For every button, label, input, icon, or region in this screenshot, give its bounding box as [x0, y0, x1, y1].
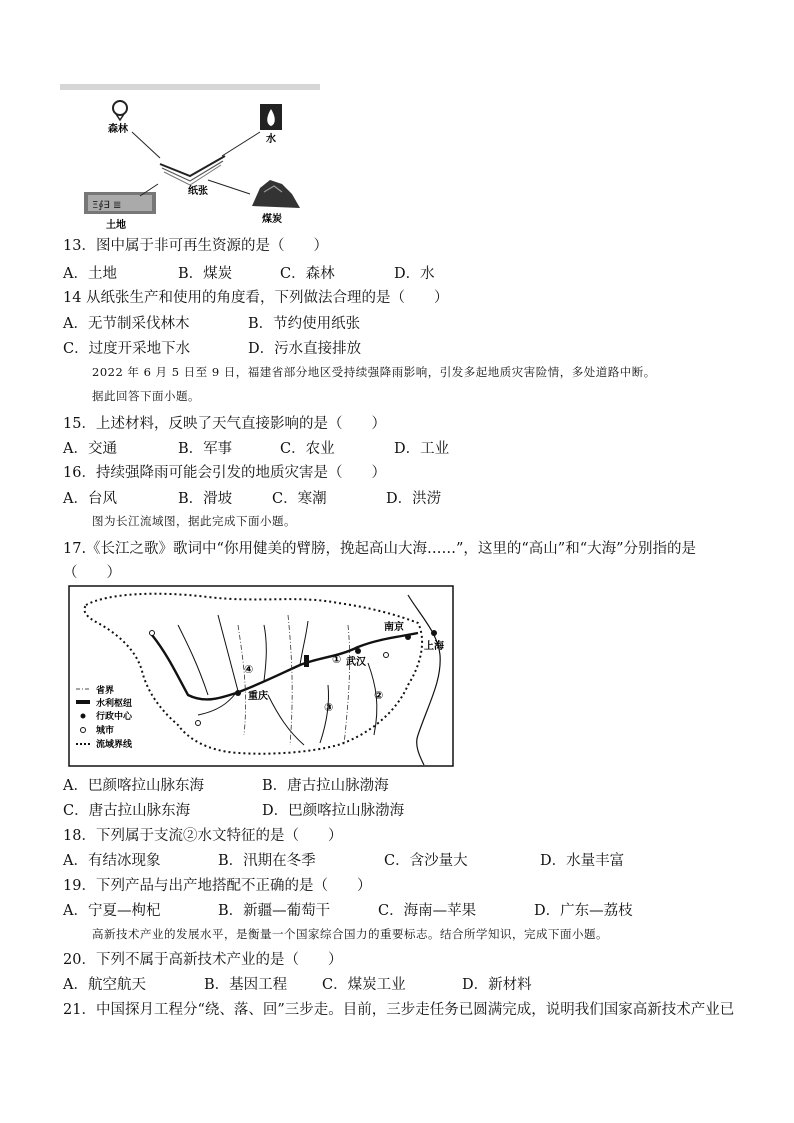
water-icon	[260, 104, 282, 130]
city-ring-west	[150, 631, 155, 636]
question-13: 13．图中属于非可再生资源的是（ ）	[63, 238, 328, 254]
label-forest: 森林	[108, 124, 128, 135]
question-17: 17.《长江之歌》歌词中“你用健美的臂膀，挽起高山大海……”，这里的“高山”和“大海”分别指的是	[63, 541, 697, 557]
q20-option-c[interactable]: C．煤炭工业	[322, 977, 406, 993]
marker-1: ①	[332, 653, 342, 666]
q15-option-b[interactable]: B．军事	[178, 441, 233, 457]
q15-option-a[interactable]: A．交通	[63, 441, 117, 457]
q19-option-a[interactable]: A．宁夏—枸杞	[63, 903, 161, 919]
q20-option-a[interactable]: A．航空航天	[63, 977, 146, 993]
question-16: 16．持续强降雨可能会引发的地质灾害是（ ）	[63, 465, 386, 481]
svg-text:Ξ∮∃ ≣: Ξ∮∃ ≣	[92, 200, 122, 211]
forest-icon	[113, 101, 127, 120]
label-paper: 纸张	[188, 186, 208, 197]
dam-symbol	[304, 655, 309, 667]
q18-option-b[interactable]: B．汛期在冬季	[218, 853, 316, 869]
city-dot-wuhan	[355, 648, 361, 654]
resource-diagram-svg	[60, 84, 340, 232]
legend-basin-boundary: 流域界线	[96, 740, 133, 750]
question-19: 19．下列产品与出产地搭配不正确的是（ ）	[63, 878, 372, 894]
q13-option-c[interactable]: C．森林	[280, 266, 335, 282]
city-dot-chongqing	[235, 690, 241, 696]
label-nanjing: 南京	[384, 622, 404, 633]
label-land: 土地	[106, 220, 126, 231]
marker-4: ④	[244, 663, 254, 676]
question-18: 18．下列属于支流②水文特征的是（ ）	[63, 828, 343, 844]
legend-city: 城市	[96, 726, 115, 736]
city-ring-east	[384, 653, 389, 658]
question-17-paren: （ ）	[63, 565, 121, 581]
q20-option-d[interactable]: D．新材料	[462, 977, 532, 993]
q13-option-d[interactable]: D．水	[394, 266, 435, 282]
q19-option-d[interactable]: D．广东—荔枝	[534, 903, 633, 919]
q15-option-c[interactable]: C．农业	[280, 441, 335, 457]
coal-icon	[252, 180, 300, 208]
city-dot-shanghai	[431, 630, 437, 636]
q17-option-d[interactable]: D．巴颜喀拉山脉渤海	[262, 803, 405, 819]
question-20: 20．下列不属于高新技术产业的是（ ）	[63, 952, 343, 968]
marker-3: ③	[324, 701, 334, 714]
q17-option-b[interactable]: B．唐古拉山脉渤海	[262, 778, 389, 794]
q14-option-d[interactable]: D．污水直接排放	[248, 341, 362, 357]
legend-admin-center: 行政中心	[96, 712, 133, 722]
legend-dam: 水利枢纽	[96, 699, 133, 709]
q19-option-c[interactable]: C．海南—苹果	[378, 903, 477, 919]
material-2: 图为长江流域图，据此完成下面小题。	[92, 514, 296, 528]
land-icon	[84, 192, 156, 214]
q16-option-c[interactable]: C．寒潮	[272, 491, 327, 507]
q15-option-d[interactable]: D．工业	[394, 441, 450, 457]
q19-option-b[interactable]: B．新疆—葡萄干	[218, 903, 331, 919]
label-water: 水	[266, 134, 276, 145]
q16-option-a[interactable]: A．台风	[63, 491, 117, 507]
label-coal: 煤炭	[262, 214, 282, 225]
label-wuhan: 武汉	[346, 657, 366, 668]
q13-option-a[interactable]: A．土地	[63, 266, 117, 282]
paper-icon	[160, 156, 225, 185]
material-1-line-2: 据此回答下面小题。	[92, 389, 200, 403]
legend-province-border: 省界	[96, 686, 115, 696]
yangtze-basin-map-svg	[68, 585, 454, 767]
q17-option-a[interactable]: A．巴颜喀拉山脉东海	[63, 778, 204, 794]
q17-option-c[interactable]: C．唐古拉山脉东海	[63, 803, 191, 819]
marker-2: ②	[374, 689, 384, 702]
question-21: 21．中国探月工程分“绕、落、回”三步走。目前，三步走任务已圆满完成，说明我们国家高新技术产业已	[63, 1002, 735, 1018]
material-3: 高新技术产业的发展水平，是衡量一个国家综合国力的重要标志。结合所学知识，完成下面小题。	[92, 927, 608, 941]
label-shanghai: 上海	[424, 641, 444, 652]
q13-option-b[interactable]: B．煤炭	[178, 266, 233, 282]
q18-option-a[interactable]: A．有结冰现象	[63, 853, 161, 869]
q18-option-c[interactable]: C．含沙量大	[384, 853, 468, 869]
question-15: 15．上述材料，反映了天气直接影响的是（ ）	[63, 416, 386, 432]
yangtze-basin-map	[68, 585, 454, 767]
q16-option-d[interactable]: D．洪涝	[386, 491, 442, 507]
q18-option-d[interactable]: D．水量丰富	[540, 853, 625, 869]
q14-option-a[interactable]: A．无节制采伐林木	[63, 316, 190, 332]
material-1-line-1: 2022 年 6 月 5 日至 9 日，福建省部分地区受持续强降雨影响，引发多起地质灾害险情，多处道路中断。	[92, 365, 656, 379]
city-ring-south	[196, 721, 201, 726]
label-chongqing: 重庆	[248, 691, 268, 702]
q16-option-b[interactable]: B．滑坡	[178, 491, 233, 507]
city-dot-nanjing	[405, 634, 411, 640]
q14-option-c[interactable]: C．过度开采地下水	[63, 341, 191, 357]
resource-diagram	[60, 84, 340, 232]
q20-option-b[interactable]: B．基因工程	[204, 977, 288, 993]
q14-option-b[interactable]: B．节约使用纸张	[248, 316, 361, 332]
question-14: 14 从纸张生产和使用的角度看，下列做法合理的是（ ）	[63, 290, 449, 306]
